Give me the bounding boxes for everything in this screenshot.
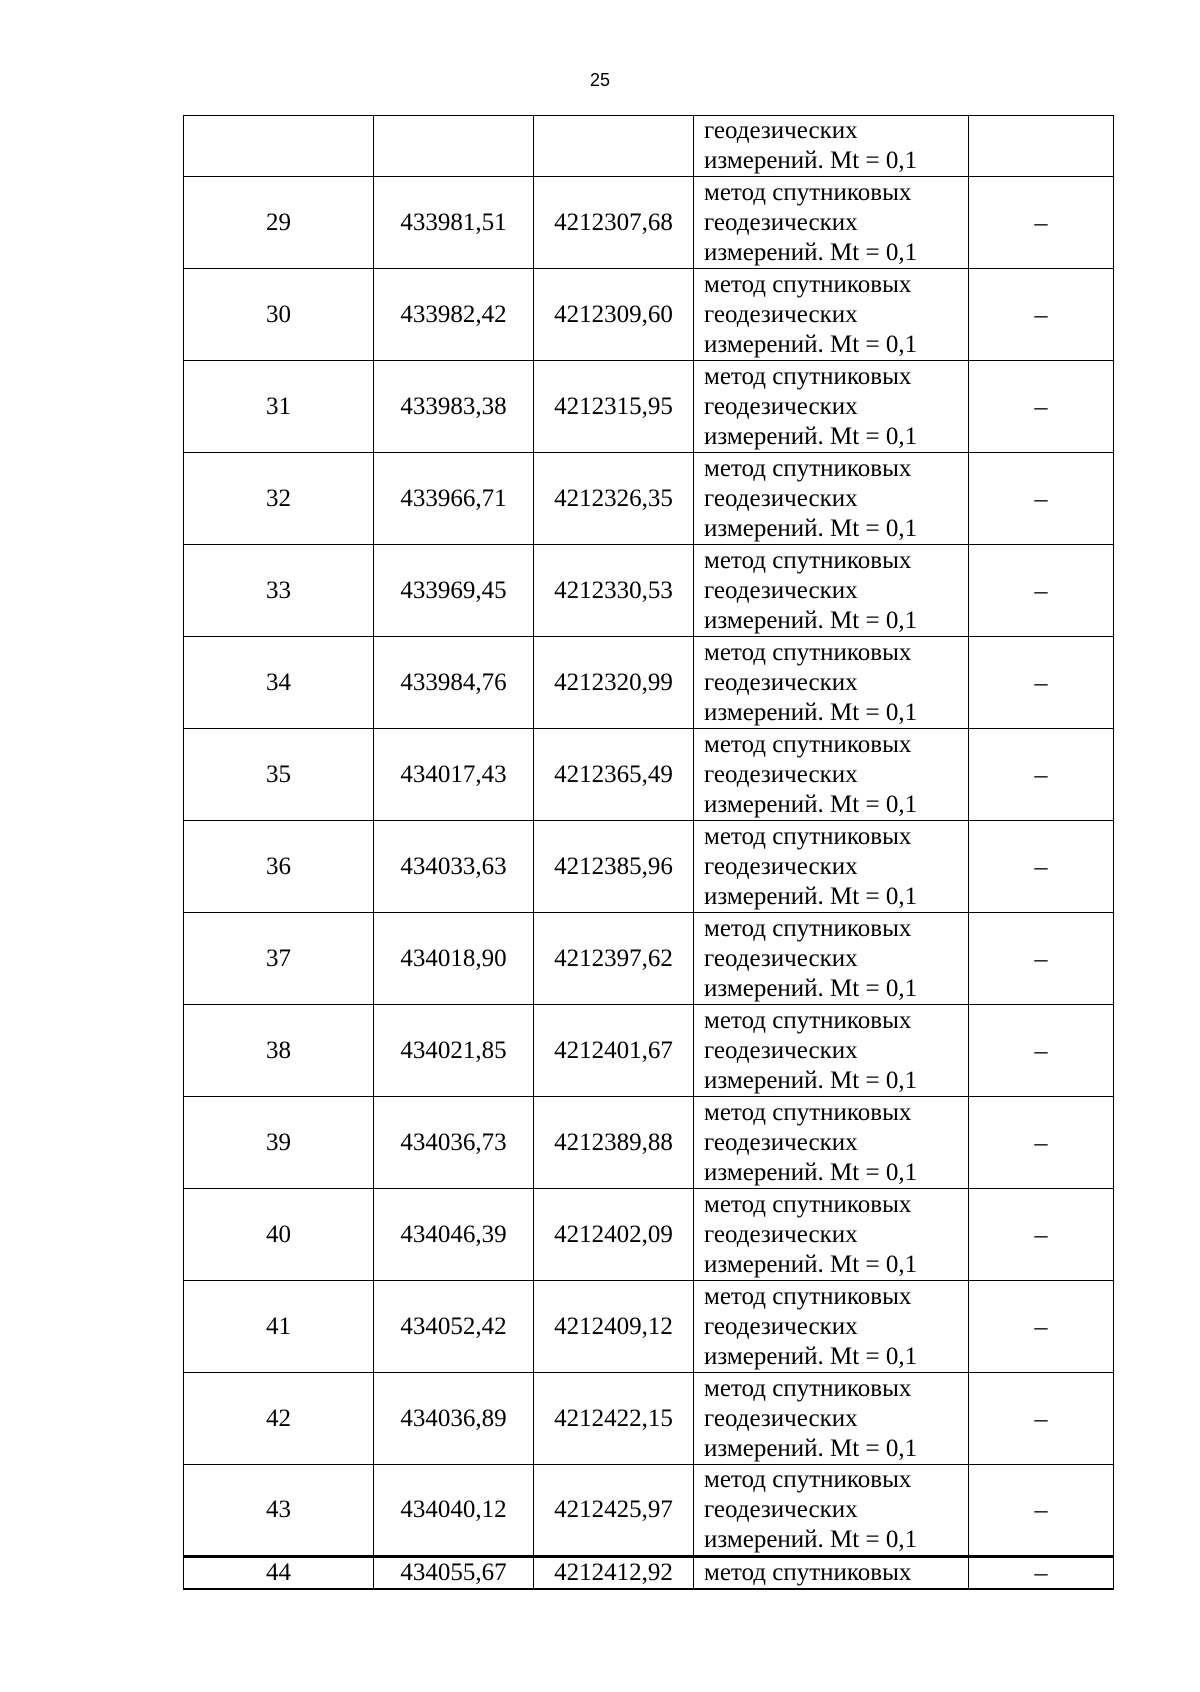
y-coordinate-cell [534, 116, 694, 177]
method-line: геодезических [704, 117, 858, 144]
method-line: метод спутниковых [704, 546, 912, 574]
method-line: измерений. Mt = 0,1 [704, 147, 918, 174]
method-line: метод спутниковых [704, 914, 912, 942]
x-coordinate-cell: 433982,42 [374, 269, 534, 361]
method-cell [694, 821, 969, 913]
method-line: метод спутниковых [704, 638, 912, 666]
method-line: геодезических [704, 852, 858, 880]
method-line: измерений. Mt = 0,1 [704, 974, 918, 1002]
method-line: измерений. Mt = 0,1 [704, 330, 918, 358]
point-number-cell: 41 [184, 1281, 374, 1373]
method-line: метод спутниковых [704, 1374, 912, 1402]
table-row [184, 1373, 1114, 1465]
table-row [184, 913, 1114, 1005]
note-cell: – [969, 1373, 1114, 1465]
y-coordinate-cell: 4212401,67 [534, 1005, 694, 1097]
y-coordinate-cell: 4212385,96 [534, 821, 694, 913]
method-line: метод спутниковых [704, 178, 912, 206]
x-coordinate-cell: 434036,89 [374, 1373, 534, 1465]
x-coordinate-cell: 433983,38 [374, 361, 534, 453]
note-cell: – [969, 453, 1114, 545]
method-line: измерений. Mt = 0,1 [704, 1158, 918, 1186]
table-row [184, 1097, 1114, 1189]
point-number-cell: 29 [184, 177, 374, 269]
point-number-cell: 37 [184, 913, 374, 1005]
method-line: метод спутниковых [704, 1006, 912, 1034]
y-coordinate-cell: 4212389,88 [534, 1097, 694, 1189]
note-cell: – [969, 177, 1114, 269]
method-line: геодезических [704, 668, 858, 696]
note-cell: – [969, 1465, 1114, 1557]
note-cell: – [969, 637, 1114, 729]
y-coordinate-cell: 4212309,60 [534, 269, 694, 361]
table-row [184, 1005, 1114, 1097]
note-cell [969, 116, 1114, 177]
method-line: измерений. Mt = 0,1 [704, 1526, 918, 1553]
method-line: геодезических [704, 576, 858, 604]
note-cell: – [969, 1097, 1114, 1189]
method-line: метод спутниковых [704, 1559, 912, 1586]
method-line: метод спутниковых [704, 1190, 912, 1218]
method-cell [694, 1281, 969, 1373]
coordinates-table [183, 115, 1114, 1590]
note-cell: – [969, 1005, 1114, 1097]
method-line: измерений. Mt = 0,1 [704, 238, 918, 266]
y-coordinate-cell: 4212412,92 [534, 1557, 694, 1590]
point-number-cell: 34 [184, 637, 374, 729]
point-number-cell [184, 116, 374, 177]
method-line: геодезических [704, 1128, 858, 1156]
y-coordinate-cell: 4212402,09 [534, 1189, 694, 1281]
point-number-cell: 36 [184, 821, 374, 913]
method-cell [694, 177, 969, 269]
method-line: геодезических [704, 1312, 858, 1340]
point-number-cell: 31 [184, 361, 374, 453]
method-line: измерений. Mt = 0,1 [704, 1434, 918, 1462]
x-coordinate-cell: 434021,85 [374, 1005, 534, 1097]
method-cell [694, 1465, 969, 1557]
method-line: метод спутниковых [704, 1466, 912, 1493]
x-coordinate-cell: 433966,71 [374, 453, 534, 545]
x-coordinate-cell: 433984,76 [374, 637, 534, 729]
method-cell [694, 729, 969, 821]
table-row [184, 821, 1114, 913]
table-row [184, 637, 1114, 729]
method-line: геодезических [704, 300, 858, 328]
point-number-cell: 32 [184, 453, 374, 545]
table-row [184, 1281, 1114, 1373]
method-cell [694, 1189, 969, 1281]
method-line: измерений. Mt = 0,1 [704, 1066, 918, 1094]
table-row [184, 361, 1114, 453]
x-coordinate-cell: 434055,67 [374, 1557, 534, 1590]
point-number-cell: 40 [184, 1189, 374, 1281]
y-coordinate-cell: 4212422,15 [534, 1373, 694, 1465]
method-line: измерений. Mt = 0,1 [704, 882, 918, 910]
x-coordinate-cell: 434052,42 [374, 1281, 534, 1373]
y-coordinate-cell: 4212365,49 [534, 729, 694, 821]
note-cell: – [969, 913, 1114, 1005]
method-line: измерений. Mt = 0,1 [704, 698, 918, 726]
note-cell: – [969, 1557, 1114, 1590]
method-line: измерений. Mt = 0,1 [704, 514, 918, 542]
point-number-cell: 39 [184, 1097, 374, 1189]
method-cell [694, 1557, 969, 1590]
method-line: метод спутниковых [704, 822, 912, 850]
note-cell: – [969, 545, 1114, 637]
method-line: измерений. Mt = 0,1 [704, 1342, 918, 1370]
method-line: измерений. Mt = 0,1 [704, 422, 918, 450]
method-cell [694, 361, 969, 453]
x-coordinate-cell: 434040,12 [374, 1465, 534, 1557]
point-number-cell: 35 [184, 729, 374, 821]
method-line: геодезических [704, 392, 858, 420]
y-coordinate-cell: 4212326,35 [534, 453, 694, 545]
y-coordinate-cell: 4212320,99 [534, 637, 694, 729]
x-coordinate-cell: 434036,73 [374, 1097, 534, 1189]
y-coordinate-cell: 4212425,97 [534, 1465, 694, 1557]
method-line: геодезических [704, 208, 858, 236]
note-cell: – [969, 269, 1114, 361]
method-line: метод спутниковых [704, 362, 912, 390]
note-cell: – [969, 729, 1114, 821]
method-cell [694, 637, 969, 729]
point-number-cell: 38 [184, 1005, 374, 1097]
method-line: геодезических [704, 484, 858, 512]
table-row [184, 1189, 1114, 1281]
x-coordinate-cell: 434033,63 [374, 821, 534, 913]
note-cell: – [969, 1281, 1114, 1373]
method-cell [694, 116, 969, 177]
point-number-cell: 30 [184, 269, 374, 361]
method-cell [694, 913, 969, 1005]
note-cell: – [969, 361, 1114, 453]
method-line: измерений. Mt = 0,1 [704, 1250, 918, 1278]
method-line: метод спутниковых [704, 270, 912, 298]
method-line: геодезических [704, 1220, 858, 1248]
method-cell [694, 269, 969, 361]
table-row [184, 269, 1114, 361]
method-cell [694, 1005, 969, 1097]
point-number-cell: 43 [184, 1465, 374, 1557]
method-line: геодезических [704, 1404, 858, 1432]
method-line: метод спутниковых [704, 1098, 912, 1126]
x-coordinate-cell: 434046,39 [374, 1189, 534, 1281]
note-cell: – [969, 1189, 1114, 1281]
table-row [184, 1557, 1114, 1590]
point-number-cell: 44 [184, 1557, 374, 1590]
method-line: геодезических [704, 1496, 858, 1523]
y-coordinate-cell: 4212307,68 [534, 177, 694, 269]
x-coordinate-cell: 434017,43 [374, 729, 534, 821]
table-row [184, 1465, 1114, 1557]
x-coordinate-cell: 433969,45 [374, 545, 534, 637]
note-cell: – [969, 821, 1114, 913]
method-cell [694, 453, 969, 545]
method-line: метод спутниковых [704, 1282, 912, 1310]
method-line: геодезических [704, 944, 858, 972]
table-row-continued [184, 116, 1114, 177]
y-coordinate-cell: 4212330,53 [534, 545, 694, 637]
x-coordinate-cell [374, 116, 534, 177]
method-cell [694, 1373, 969, 1465]
table-row [184, 729, 1114, 821]
x-coordinate-cell: 434018,90 [374, 913, 534, 1005]
method-line: геодезических [704, 1036, 858, 1064]
y-coordinate-cell: 4212397,62 [534, 913, 694, 1005]
method-line: измерений. Mt = 0,1 [704, 790, 918, 818]
page-number: 25 [589, 70, 611, 90]
method-line: метод спутниковых [704, 454, 912, 482]
method-line: геодезических [704, 760, 858, 788]
y-coordinate-cell: 4212315,95 [534, 361, 694, 453]
point-number-cell: 42 [184, 1373, 374, 1465]
table-row [184, 177, 1114, 269]
method-cell [694, 1097, 969, 1189]
method-cell [694, 545, 969, 637]
point-number-cell: 33 [184, 545, 374, 637]
table-row [184, 545, 1114, 637]
x-coordinate-cell: 433981,51 [374, 177, 534, 269]
table-row [184, 453, 1114, 545]
method-line: метод спутниковых [704, 730, 912, 758]
method-line: измерений. Mt = 0,1 [704, 606, 918, 634]
table-body [184, 116, 1114, 1590]
y-coordinate-cell: 4212409,12 [534, 1281, 694, 1373]
